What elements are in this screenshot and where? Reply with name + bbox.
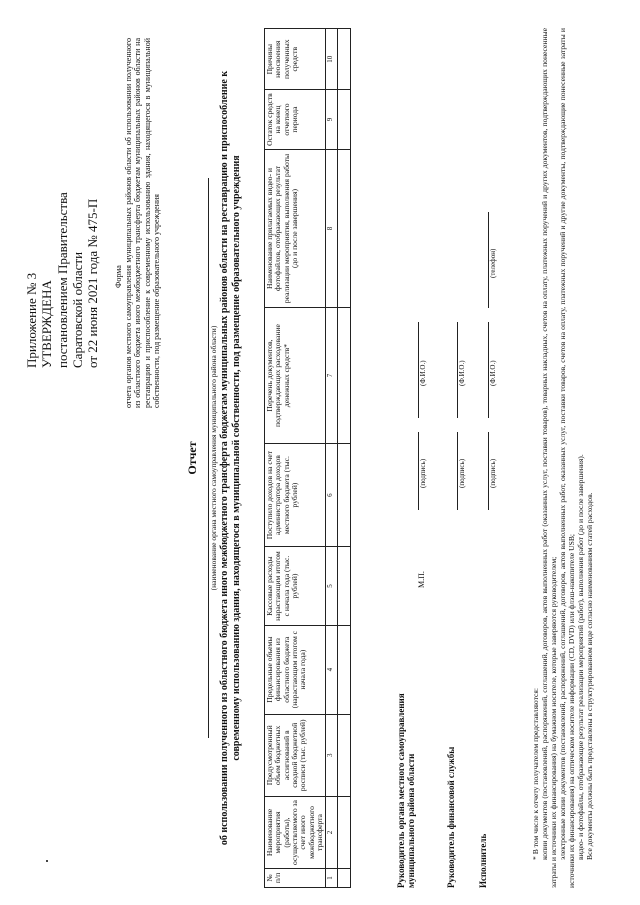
report-title: Отчет — [185, 441, 199, 475]
table-cell — [338, 714, 351, 797]
form-description: отчета органов местного самоуправления муниципальных районов области об использовании полученного из областного бюджета иного межбюджетного трансферта бюджетам муниципальных районов области на реставрацию и приспособление к современному использованию здания, находящегося в муниципальной собственности, под размещение образовательного учреждения — [124, 38, 162, 408]
name-caption: (Ф.И.О.) — [489, 360, 497, 386]
column-number: 2 — [326, 797, 338, 869]
approved-by-line: постановлением Правительства — [54, 192, 70, 368]
name-caption: (Ф.И.О.) — [419, 360, 427, 386]
table-cell — [338, 797, 351, 869]
appendix-number: Приложение № 3 — [24, 272, 39, 368]
column-header: Причины неосвоения полученных средств — [265, 29, 326, 90]
name-caption: (Ф.И.О.) — [458, 360, 466, 386]
table-row — [338, 29, 351, 888]
signature-caption: (подпись) — [489, 458, 497, 488]
column-header: Кассовые расходы нарастающим итогом с начала года (тыс. рублей) — [265, 547, 326, 625]
table-cell — [338, 29, 351, 90]
column-number: 10 — [326, 29, 338, 90]
table-cell — [338, 149, 351, 308]
form-label: Форма — [114, 265, 123, 288]
approved-date-line: от 22 июня 2021 года № 475-П — [85, 198, 101, 368]
column-number: 5 — [326, 547, 338, 625]
footnotes — [532, 28, 595, 888]
column-header: Предусмотренный объем бюджетных ассигнований в сводной бюджетной росписи (тыс. рублей) — [265, 714, 326, 797]
footnote-media-files: видео- и фотофайлы, отображающие результат реализации мероприятий (работ), выполнения работ (до и после завершения). — [575, 454, 585, 860]
column-number: 7 — [326, 308, 338, 443]
table-header-row — [265, 29, 326, 888]
scan-dot — [46, 860, 48, 862]
table-cell — [338, 90, 351, 149]
signature-caption: (подпись) — [458, 458, 466, 488]
table-cell — [338, 308, 351, 443]
finance-signature-label: Руководитель финансовой службы — [446, 746, 456, 888]
column-header: Перечень документов, подтверждающих расходование денежных средств* — [265, 308, 326, 443]
report-subtitle: об использовании полученного из областного бюджета иного межбюджетного трансферта бюджетам муниципальных районов области на реставрацию и приспособление к современному использованию здания, находящегося в муниципальной собственности, под размещение образовательного учреждения — [219, 70, 242, 846]
column-number: 9 — [326, 90, 338, 149]
footnote-structure: Все документы должны быть представлены в структурированном виде согласно наименованиям статей расходов. — [584, 492, 594, 860]
column-number: 4 — [326, 625, 338, 714]
column-number: 6 — [326, 443, 338, 547]
approved-region-line: Саратовской области — [69, 251, 85, 368]
column-header: Наименование прилагаемых видео- и фотофайлов, отображающих результат реализации мероприятия, выполнения работы (до и после завершения) — [265, 149, 326, 308]
table-cell — [338, 547, 351, 625]
report-table — [264, 28, 351, 888]
footnote-intro: * В том числе к отчету получателем представляются: — [531, 687, 540, 860]
column-header: Остаток средств на конец отчетного периода — [265, 90, 326, 149]
approved-label: УТВЕРЖДЕНА — [39, 280, 55, 368]
head-signature-label: Руководитель органа местного самоуправления муниципального района области — [396, 693, 417, 888]
phone-caption: (телефон) — [489, 248, 497, 278]
column-number-row — [326, 29, 338, 888]
signature-caption: (подпись) — [419, 458, 427, 488]
stamp-placeholder: М.П. — [417, 571, 426, 588]
column-header: Поступило доходов на счет администратора доходов местного бюджета (тыс. рублей) — [265, 443, 326, 547]
footnote-electronic-copies: электронные копии документов (постановлений, распоряжений, соглашений, договоров, актов выполненных работ, оказанных услуг, поставки товаров, счетов на оплату, платежных поручений и другие документы, подтверждающие понесенные затраты и источники их финансирования) на оптическом носителе информации (CD, DVD) или флэш-накопителе USB; — [557, 28, 576, 888]
column-number: 8 — [326, 149, 338, 308]
column-number: 3 — [326, 714, 338, 797]
table-cell — [338, 443, 351, 547]
table-cell — [338, 625, 351, 714]
column-header: № п/п — [265, 868, 326, 887]
column-number: 1 — [326, 868, 338, 887]
footnote-paper-copies: копии документов (постановлений, распоряжений, соглашений, договоров, актов выполненных работ (оказанных услуг, поставки товаров), товарных накладных, счетов на оплату, платежных поручений и других документов, подтверждающих понесенные затраты и источники их финансирования) на бумажном носителе, которые заверяются руководителем; — [539, 28, 558, 888]
column-header: Предельные объемы финансирования из областного бюджета (нарастающим итогом с начала года) — [265, 625, 326, 714]
column-header: Наименование мероприятия (работы), осуществляемого за счет иного межбюджетного трансферта — [265, 797, 326, 869]
table-cell — [338, 868, 351, 887]
org-name-caption: (наименование органа местного самоуправления муниципального района области) — [209, 325, 218, 591]
rotated-content — [20, 28, 620, 888]
executor-signature-label: Исполнитель — [478, 833, 488, 888]
approval-block — [24, 38, 101, 368]
